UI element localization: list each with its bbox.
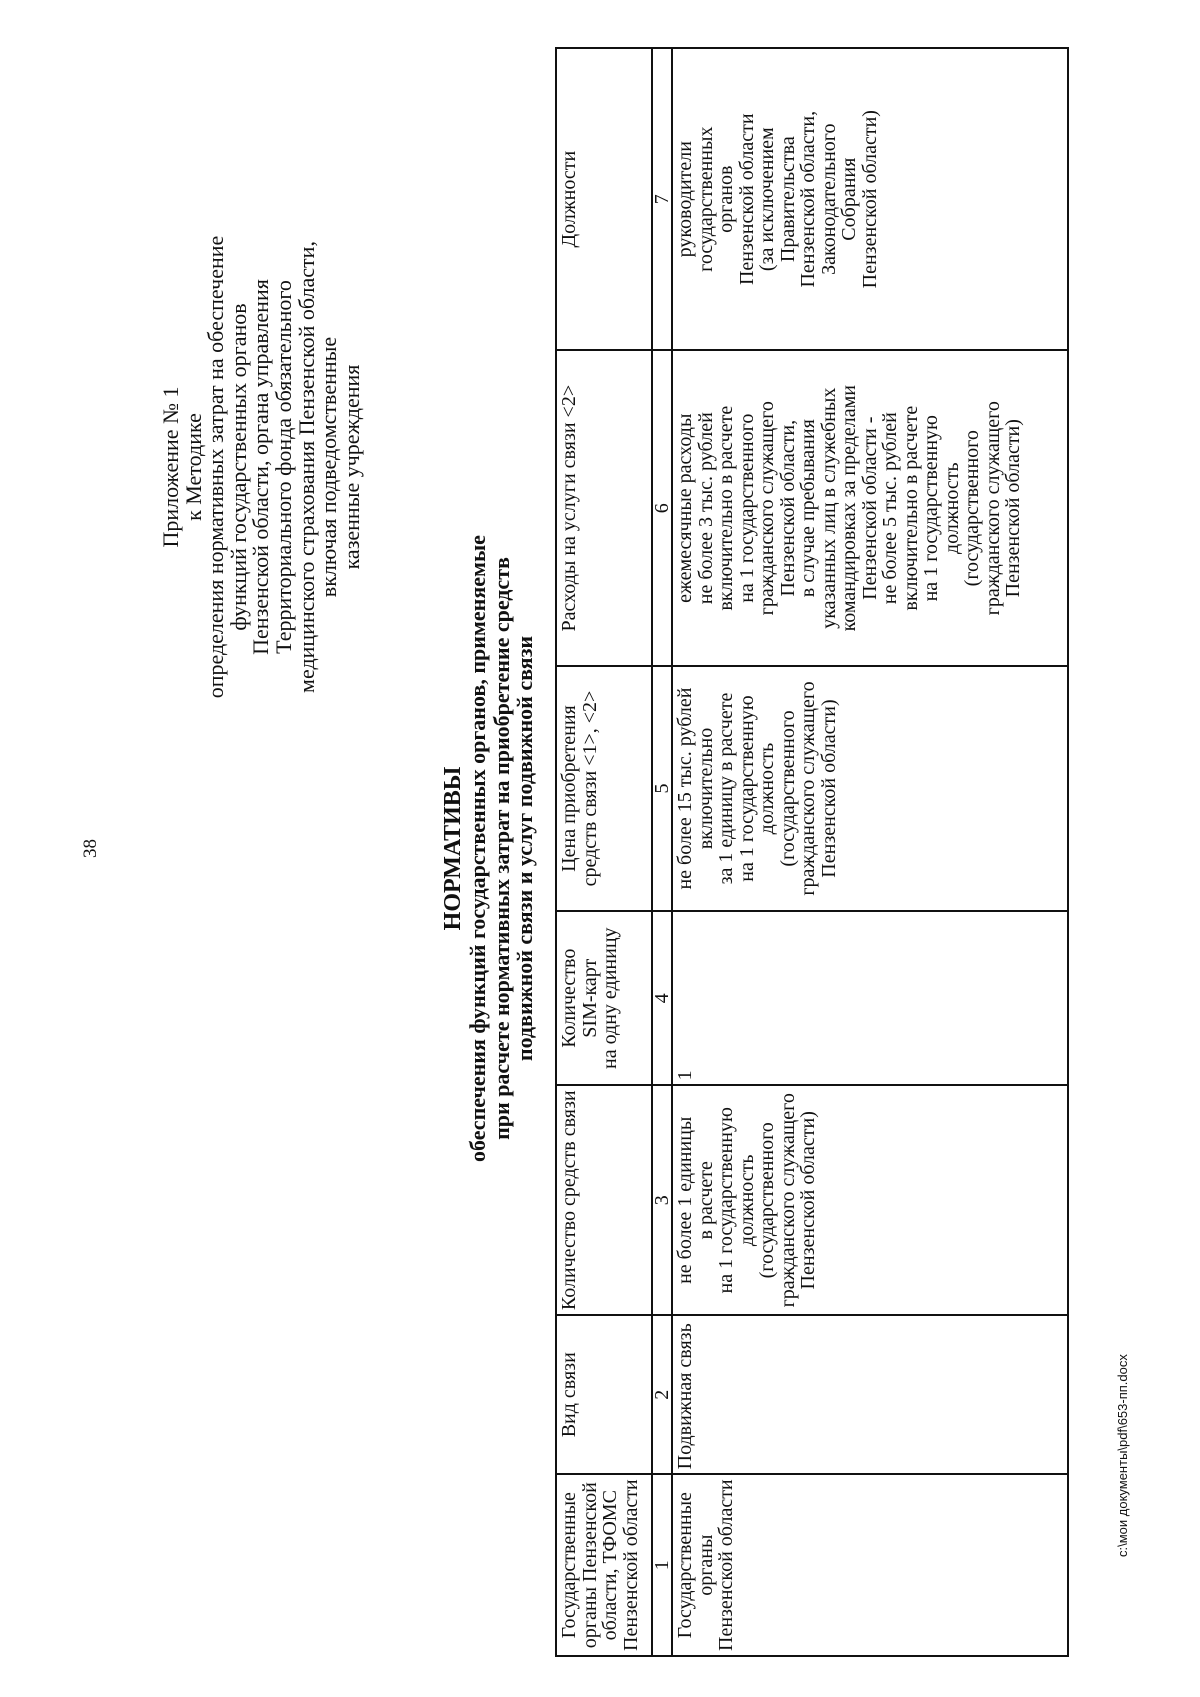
cell-line: Пензенской области [715, 1479, 737, 1651]
appendix-line: определения нормативных затрат на обеспечение [203, 235, 229, 699]
cell-line: Государственные [674, 1492, 696, 1639]
cell-line: в случае пребывания [797, 419, 819, 598]
cell-line: Количество средств связи [558, 1090, 580, 1311]
cell-line: за 1 единицу в расчете [715, 692, 737, 885]
cell-line: в расчете [694, 1161, 717, 1240]
appendix-block [160, 167, 363, 767]
appendix-line: Пензенской области, органа управления [248, 279, 274, 655]
title-sub-line: обеспечения функций государственных органов, применяемые [465, 535, 490, 1162]
header-cell-device-price [556, 666, 652, 911]
cell-line: Государственные [558, 1492, 580, 1639]
cell-line: не более 15 тыс. рублей [674, 687, 696, 890]
cell-line: гражданского служащего [756, 401, 778, 616]
header-cell-bodies [556, 1474, 652, 1656]
column-number: 6 [652, 350, 672, 666]
cell-line: государственных [694, 126, 717, 272]
cell-line: Пензенской области) [858, 110, 881, 289]
cell-lines [559, 1479, 641, 1651]
cell-line: Должности [558, 150, 580, 248]
table-header-row [556, 48, 652, 1656]
cell-line: Цена приобретения [558, 705, 580, 872]
appendix-line: к Методике [180, 413, 206, 521]
cell-line: Количество [558, 948, 580, 1048]
table-cell-sim-count [672, 911, 1068, 1085]
cell-line: Пензенской области, [776, 419, 799, 597]
cell-line: органов [715, 165, 737, 233]
table-column-numbers-row [652, 48, 672, 1656]
cell-line: Подвижная связь [674, 1323, 696, 1470]
cell-lines [559, 916, 621, 1080]
cell-line: не более 3 тыс. рублей [694, 412, 717, 605]
cell-line: средств связи <1>, <2> [578, 690, 601, 887]
cell-line: Вид связи [558, 1352, 580, 1438]
appendix-line: медицинского страхования Пензенской области, [293, 241, 319, 693]
cell-line: SIM-карт [578, 958, 601, 1038]
cell-line: Пензенской области - [858, 416, 881, 600]
cell-line: на 1 государственную [735, 695, 758, 882]
cell-line: органы [694, 1534, 717, 1596]
norms-table [555, 47, 1069, 1657]
cell-line: (государственного [776, 710, 799, 867]
cell-line: командировках за пределами [838, 385, 860, 632]
cell-line: Правительства [776, 136, 799, 263]
table-cell-positions [672, 48, 1068, 350]
title-sub-line: подвижной связи и услуг подвижной связи [512, 635, 537, 1062]
cell-line: должность [735, 1154, 758, 1247]
cell-line: Законодательного [817, 123, 840, 275]
cell-line: руководители [674, 141, 696, 258]
cell-line: не более 5 тыс. рублей [879, 412, 901, 605]
column-number: 5 [652, 666, 672, 911]
cell-line: на 1 государственную [715, 1107, 737, 1294]
table-cell-device-price [672, 666, 1068, 911]
cell-line: Расходы на услуги связи <2> [558, 384, 580, 632]
cell-line: Собрания [838, 157, 860, 241]
table-row [672, 48, 1068, 1656]
cell-line: включительно в расчете [899, 405, 922, 611]
cell-line: органы Пензенской [578, 1482, 601, 1649]
cell-lines [675, 53, 880, 345]
header-cell-positions [556, 48, 652, 350]
cell-lines [675, 1320, 696, 1469]
cell-line: (за исключением [756, 127, 778, 272]
cell-line: (государственного [961, 430, 983, 587]
header-cell-service-cost [556, 350, 652, 666]
appendix-line: функций государственных органов [225, 303, 251, 631]
cell-lines [559, 355, 580, 661]
cell-lines [559, 1090, 580, 1310]
cell-line: не более 1 единицы [674, 1116, 696, 1284]
cell-line: гражданского служащего [981, 401, 1004, 616]
appendix-line: Территориального фонда обязательного [270, 280, 296, 654]
footer-file-path: c:\мои документы\pdf\653-пп.docx [1115, 1354, 1130, 1557]
column-number: 7 [652, 48, 672, 350]
appendix-line: Приложение № 1 [158, 386, 183, 548]
cell-line: Пензенской области) [817, 699, 840, 878]
appendix-line: включая подведомственные [316, 336, 342, 598]
column-number: 2 [652, 1315, 672, 1474]
cell-line: Пензенской области) [797, 1111, 819, 1290]
column-number: 3 [652, 1085, 672, 1315]
title-main: НОРМАТИВЫ [440, 766, 466, 931]
cell-line: гражданского служащего [797, 681, 819, 896]
cell-lines [675, 355, 1024, 661]
header-cell-device-count [556, 1085, 652, 1315]
cell-line: Пензенской области [735, 113, 758, 286]
header-cell-sim-count [556, 911, 652, 1085]
table-cell-device-count [672, 1085, 1068, 1315]
table-cell-connection-type [672, 1315, 1068, 1474]
cell-line: включительно в расчете [715, 405, 737, 611]
cell-lines [675, 916, 696, 1080]
cell-lines [675, 1479, 737, 1651]
cell-lines [559, 53, 580, 345]
cell-lines [675, 671, 839, 906]
cell-line: 1 [674, 1070, 696, 1081]
cell-line: Пензенской области, [797, 110, 819, 288]
column-number: 1 [652, 1474, 672, 1656]
cell-line: Пензенской области) [1002, 419, 1024, 598]
cell-line: на 1 государственного [735, 413, 758, 603]
page-number: 38 [80, 839, 101, 858]
cell-line: на одну единицу [599, 927, 621, 1069]
title-sub-line: при расчете нормативных затрат на приобретение средств [488, 557, 514, 1140]
cell-lines [675, 1090, 819, 1310]
table-cell-service-cost [672, 350, 1068, 666]
cell-line: указанных лиц в служебных [817, 387, 840, 629]
cell-line: гражданского служащего [776, 1093, 799, 1308]
document-title [440, 0, 537, 1697]
cell-line: должность [940, 462, 963, 555]
cell-line: Пензенской области [619, 1479, 642, 1651]
cell-lines [559, 1320, 580, 1469]
cell-line: ежемесячные расходы [674, 413, 696, 603]
cell-line: на 1 государственную [920, 415, 942, 602]
appendix-line: казенные учреждения [338, 364, 364, 570]
cell-line: (государственного [756, 1122, 778, 1279]
header-cell-connection-type [556, 1315, 652, 1474]
table-cell-bodies [672, 1474, 1068, 1656]
cell-line: должность [756, 742, 778, 835]
cell-line: включительно [694, 727, 717, 850]
column-number: 4 [652, 911, 672, 1085]
cell-line: области, ТФОМС [599, 1490, 621, 1641]
cell-lines [559, 671, 600, 906]
